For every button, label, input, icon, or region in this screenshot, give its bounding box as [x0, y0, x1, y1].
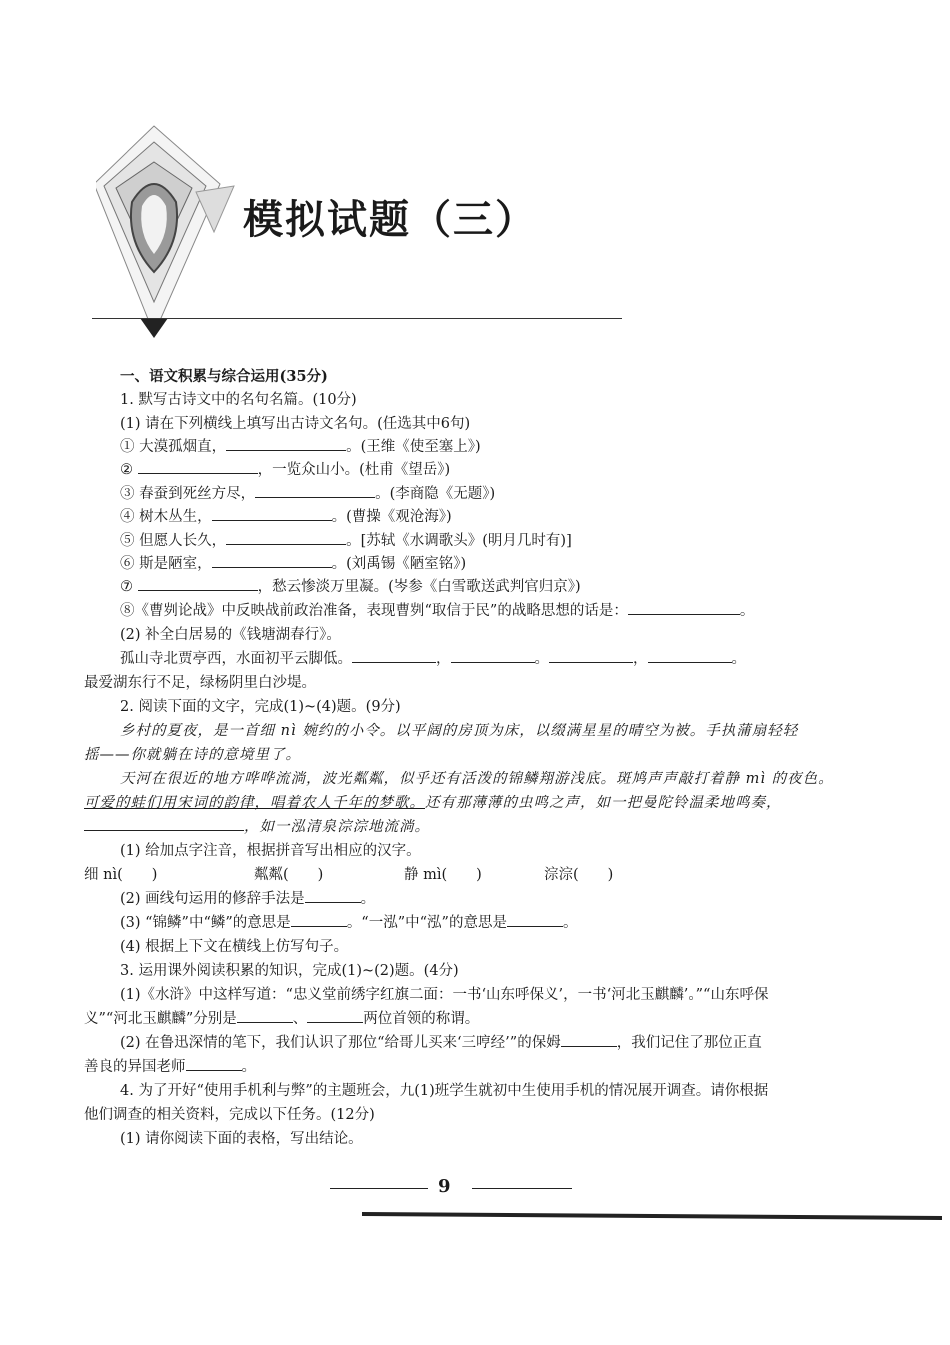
answer-blank[interactable] [212, 506, 332, 521]
answer-blank[interactable] [507, 912, 563, 927]
answer-blank[interactable] [305, 888, 361, 903]
answer-blank[interactable] [212, 553, 332, 568]
q2-sub1: (1) 给加点字注音，根据拼音写出相应的汉字。 [120, 843, 421, 859]
bottom-edge-rule [362, 1212, 942, 1220]
answer-blank[interactable] [648, 648, 732, 663]
answer-blank[interactable] [186, 1056, 242, 1071]
q1-item-2: ② ，一览众山小。(杜甫《望岳》) [120, 459, 450, 481]
answer-blank[interactable] [352, 648, 436, 663]
poem-line: 孤山寺北贾亭西，水面初平云脚低。 ， 。 ， 。 [120, 648, 746, 670]
answer-blank[interactable] [628, 600, 740, 615]
q3-stem: 3. 运用课外阅读积累的知识，完成(1)~(2)题。(4分) [120, 963, 459, 979]
passage-line: 天河在很近的地方哗哗流淌，波光粼粼，似乎还有活泼的锦鳞翔游浅底。斑鸠声声敲打着静 mì 的夜色。 [120, 771, 834, 787]
q1-item-1: ① 大漠孤烟直， 。(王维《使至塞上》) [120, 436, 481, 458]
answer-blank[interactable] [549, 648, 633, 663]
q1-item-8: ⑧《曹刿论战》中反映战前政治准备，表现曹刿“取信于民”的战略思想的话是： 。 [120, 600, 754, 622]
page-footer [330, 1176, 580, 1200]
answer-blank[interactable] [226, 530, 346, 545]
q3-line: 义”“河北玉麒麟”分别是 、 两位首领的称谓。 [84, 1008, 479, 1030]
q1-sub2: (2) 补全白居易的《钱塘湖春行》。 [120, 627, 341, 643]
q1-item-7: ⑦ ，愁云惨淡万里凝。(岑参《白雪歌送武判官归京》) [120, 576, 581, 598]
diamond-ornament [96, 122, 236, 342]
passage-line: 乡村的夏夜，是一首细 nì 婉约的小令。以平阔的房顶为床，以缀满星星的晴空为被。手执蒲扇轻轻 [120, 723, 799, 739]
answer-blank[interactable] [226, 436, 346, 451]
q1-item-3: ③ 春蚕到死丝方尽， 。(李商隐《无题》) [120, 483, 495, 505]
q4-line: 他们调查的相关资料，完成以下任务。(12分) [84, 1107, 375, 1123]
answer-blank[interactable] [307, 1008, 363, 1023]
underlined-sentence: 可爱的蛙们用宋词的韵律，唱着农人千年的梦歌。 [84, 795, 425, 811]
q1-item-6: ⑥ 斯是陋室， 。(刘禹锡《陋室铭》) [120, 553, 466, 575]
title-divider [92, 318, 622, 319]
q1-item-4: ④ 树木丛生， 。(曹操《观沧海》) [120, 506, 452, 528]
q3-line: (1)《水浒》中这样写道：“忠义堂前绣字红旗二面：一书‘山东呼保义’，一书‘河北玉麒麟’。”“山东呼保 [120, 987, 769, 1003]
q1-item-5: ⑤ 但愿人长久， 。[苏轼《水调歌头》(明月几时有)] [120, 530, 572, 552]
q3-line: 善良的异国老师 。 [84, 1056, 256, 1078]
answer-blank[interactable] [451, 648, 535, 663]
answer-blank[interactable] [255, 483, 375, 498]
q2-stem: 2. 阅读下面的文字，完成(1)~(4)题。(9分) [120, 699, 401, 715]
page-title: 模拟试题（三） [243, 196, 537, 243]
answer-blank[interactable] [138, 576, 258, 591]
answer-blank[interactable] [237, 1008, 293, 1023]
passage-line: ，如一泓清泉淙淙地流淌。 [84, 816, 430, 838]
answer-blank[interactable] [291, 912, 347, 927]
answer-blank[interactable] [138, 459, 258, 474]
poem-end: 最爱湖东行不足，绿杨阴里白沙堤。 [84, 675, 316, 691]
answer-blank[interactable] [84, 816, 244, 831]
passage-line: 摇——你就躺在诗的意境里了。 [84, 747, 301, 763]
passage-line: 可爱的蛙们用宋词的韵律，唱着农人千年的梦歌。还有那薄薄的虫鸣之声，如一把曼陀铃温柔地鸣奏， [84, 795, 782, 811]
q2-sub3: (3) “锦鳞”中“鳞”的意思是 。“一泓”中“泓”的意思是 。 [120, 912, 577, 934]
q2-sub4: (4) 根据上下文在横线上仿写句子。 [120, 939, 349, 955]
footer-rule-right [472, 1188, 572, 1189]
q4-line: 4. 为了开好“使用手机利与弊”的主题班会，九(1)班学生就初中生使用手机的情况展开调查。请你根据 [120, 1083, 769, 1099]
q4-line: (1) 请你阅读下面的表格，写出结论。 [120, 1131, 363, 1147]
answer-blank[interactable] [561, 1032, 617, 1047]
q1-sub1: (1) 请在下列横线上填写出古诗文名句。(任选其中6句) [120, 416, 471, 432]
q1-stem: 1. 默写古诗文中的名句名篇。(10分) [120, 392, 357, 408]
page-number: 9 [438, 1176, 451, 1197]
q3-line: (2) 在鲁迅深情的笔下，我们认识了那位“给哥儿买来‘三哼经’”的保姆 ，我们记住了那位正直 [120, 1032, 762, 1054]
section-heading: 一、语文积累与综合运用(35分) [120, 368, 328, 385]
footer-rule-left [330, 1188, 428, 1189]
q2-sub2: (2) 画线句运用的修辞手法是 。 [120, 888, 375, 910]
